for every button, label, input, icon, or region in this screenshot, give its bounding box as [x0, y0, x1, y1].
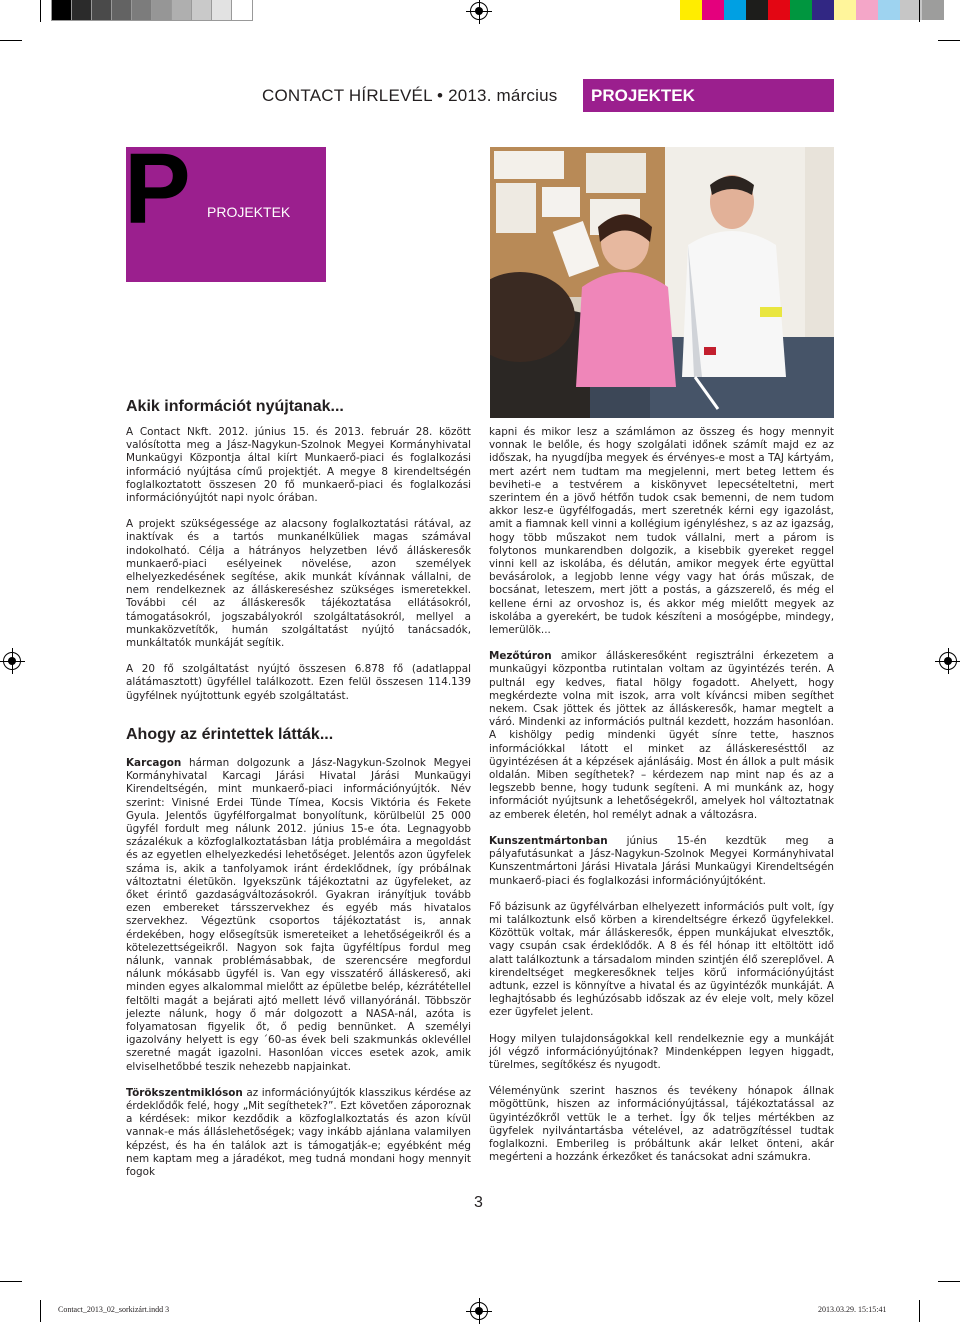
color-swatch — [680, 0, 702, 20]
section-box-label: PROJEKTEK — [207, 204, 291, 220]
section-heading-testimonials: Ahogy az érintettek látták... — [126, 726, 334, 743]
left-column-intro — [126, 426, 471, 716]
location-name: Karcagon — [126, 757, 182, 769]
color-swatch — [702, 0, 724, 20]
color-swatch — [878, 0, 900, 20]
paragraph: Véleményünk szerint hasznos és tevékeny hónapok állnak mögöttünk, hiszen az információnyújtással, tájékoztatással az ügyintézőkről vettük le a terhet. Így ők teljes mértékben az ügyfelek nyilvántartásba vételével, az adatrögzítéssel tudtak foglalkozni. Emberileg is próbáltunk akár lelket önteni, akár megérteni a hozzánk érkezőket és tanácsokat adni számukra. — [489, 1085, 834, 1164]
office-photo-image — [490, 147, 834, 418]
paragraph: Fő bázisunk az ügyfélvárban elhelyezett információs pult volt, így mi találkoztunk első körben a kirendeltségre érkező ügyfelekkel. Közöttük voltak, már álláskeresők, éppen munkájukat elvesztők, vagy csupán csak érdeklődők. A 8 és fél hónap itt eltöltött idő alatt találkoztunk a társadalom minden szintjén élő szereplővel. A kirendeltséget megkeresőknek teljes körű információnyújtást adtunk, ezzel is könnyítve a hivatal és az ügyintézők munkáját. A leghajtósabb és leghúzósabb időszak az év eleje volt, mely közel ezer ügyfelet jelent. — [489, 900, 834, 1019]
crop-mark — [0, 40, 22, 41]
section-box — [124, 133, 326, 282]
gray-swatch — [152, 0, 172, 20]
crop-mark — [40, 0, 41, 22]
location-name: Törökszentmiklóson — [126, 1086, 243, 1099]
gray-swatch — [232, 0, 252, 20]
color-swatch — [834, 0, 856, 20]
color-swatch — [724, 0, 746, 20]
left-column-testimonials — [126, 757, 471, 1192]
page-number: 3 — [474, 1194, 483, 1211]
color-swatch — [856, 0, 878, 20]
gray-swatch — [172, 0, 192, 20]
gray-swatch — [132, 0, 152, 20]
gray-swatch — [72, 0, 92, 20]
color-calibration-bar — [680, 0, 944, 20]
paragraph: A projekt szükségessége az alacsony foglalkoztatási rátával, az inaktívak és a tartós munkanélküliek magas számával indokolható. Célja a hátrányos helyzetben lévő álláskeresők munkaerő-piaci esélyeinek növelése, azon személyek elhelyezkedésének segítése, akik munkát kívánnak vállalni, de nem rendelkeznek az álláskereséshez szükséges ismeretekkel. További cél az álláskeresők tájékoztatása ellátásokról, támogatásokról, jogszabályokról szolgáltatásokról, mellyel a munkaközvetítők, humán szolgáltatást nyújtó tanácsadók, munkáltatók munkáját segítik. — [126, 518, 471, 650]
crop-mark — [919, 1300, 920, 1322]
footer-filename: Contact_2013_02_sorkizárt.indd 3 — [58, 1305, 170, 1314]
crop-mark — [938, 1281, 960, 1282]
paragraph: Karcagon hárman dolgozunk a Jász-Nagykun-Szolnok Megyei Kormányhivatal Karcagi Járási Hivatal Járási Munkaügyi Kirendeltségén, mint munkaerő-piaci információnyújtók. Név szerint: Vinisné Erdei Tünde Tímea, Kocsis Viktória és Fekete Gyula. Jelentős ügyfélforgalmat bonyolítunk, körülbelül 25 000 ügyfél fordult meg nálunk 2012. június 15-e óta. Legnagyobb százalékuk a közfoglalkoztatásban látja problémáira a megoldást és az egyetlen elhelyezkedési lehetőséget. Jelentős azon ügyfelek száma is, akik a tanfolyamok iránt érdeklődnek, így próbálnak változtatni életükön. Igyekszünk tájékoztatni az ügyfeleket, az őket érintő gazdaságváltozásokról. Gyakran irányítjuk tovább ezen embereket társszervekhez és egyéb más hivatalos szervekhez. Végeztünk csoportos tájékoztatást is, annak érdekében, hogy elősegítsük ismereteiket a lehetőségeikről és a kötelezettségeikről. Nagyon sok fajta ügyféltípus fordul meg nálunk, vannak problémásabbak, de szerencsére megfordul nálunk mókásabb ügyfél is. Van egy visszatérő álláskereső, aki minden egyes alkalommal mielőtt az épületbe belép, kézrátétellel feltölti magát a bejárati ajtó mellett lévő villanyóránál. Többször jelezte nálunk, hogy ő már dolgozott a NASA-nál, azóta is folyamatosan figyelik őt, ő pedig bennünket. A személyi igazolvány helyett is egy ´60-as évek beli szakmunkás oklevéllel szeretné magát igazolni. Hasonlóan vicces esetek azok, amik elviselhetőbbé teszik nehezebb napjainkat. — [126, 757, 471, 1073]
location-name: Mezőtúron — [489, 650, 552, 663]
registration-mark-icon — [470, 1302, 488, 1320]
right-column — [489, 426, 834, 1177]
registration-mark-icon — [939, 652, 957, 670]
grayscale-calibration-bar — [52, 0, 252, 20]
crop-mark — [938, 40, 960, 41]
gray-swatch — [112, 0, 132, 20]
gray-swatch — [92, 0, 112, 20]
newsletter-title: CONTACT HÍRLEVÉL • 2013. március — [262, 86, 558, 105]
paragraph: Hogy milyen tulajdonságokkal kell rendelkeznie egy a munkáját jól végző információnyújtónak? Mindenképpen legyen higgadt, türelmes, segítőkész és nyugodt. — [489, 1032, 834, 1071]
color-swatch — [790, 0, 812, 20]
paragraph: Mezőtúron amikor álláskeresőként regisztrálni érkezetem a munkaügyi központba rutintalan voltam az ügyintézés terén. A pultnál egy kedves, fiatal hölgy fogadott. Ahelyett, hogy megkérdezte volna mit iszok, arra volt kíváncsi miben segíthet nekem. Csak jöttek és jöttek az álláskeresők, hamar megtelt a váró. Mindenki az információs pultnál kezdett, hozzám hasonlóan. A kishölgy pedig mindenki ügyét sínre tette, hasznos információkkal látott el minket az álláskeresésttől az ügyintézésen át a képzések ajánlásáig. Most én állok a pult másik oldalán. Miben segíthetek? – kérdezem nap mint nap és az a legszebb benne, hogy tudunk segíteni. A mi munkánk az, hogy információt nyújtsunk a lehetőségekről, amelyek hol változtatnak az emberek életén, hol remélyt adnak a változásra. — [489, 650, 834, 821]
color-swatch — [746, 0, 768, 20]
section-header-label: PROJEKTEK — [583, 79, 834, 112]
photo-illustration — [490, 147, 834, 418]
registration-mark-icon — [470, 2, 488, 20]
crop-mark — [40, 1300, 41, 1322]
crop-mark — [919, 0, 920, 22]
color-swatch — [922, 0, 944, 20]
gray-swatch — [212, 0, 232, 20]
section-heading-informants: Akik információt nyújtanak... — [126, 398, 344, 415]
location-name: Kunszentmártonban — [489, 834, 608, 847]
crop-mark — [0, 1281, 22, 1282]
paragraph: A Contact Nkft. 2012. június 15. és 2013. február 28. között valósította meg a Jász-Nagykun-Szolnok Megyei Kormányhivatal Munkaügyi Központja által kiírt Munkaerő-piaci és foglalkozási információ nyújtása című projektjét. A megye 8 kirendeltségén foglalkoztatott összesen 20 fő munkaerő-piaci és foglalkozási információnyújtót napi nyolc órában. — [126, 426, 471, 505]
paragraph: A 20 fő szolgáltatást nyújtó összesen 6.878 fő (adatlappal alátámasztott) ügyféllel találkozott. Ezen felül összesen 114.139 ügyfélnek nyújtottunk egyéb szolgáltatást. — [126, 663, 471, 702]
footer-timestamp: 2013.03.29. 15:15:41 — [818, 1305, 887, 1314]
color-swatch — [812, 0, 834, 20]
color-swatch — [768, 0, 790, 20]
paragraph: kapni és mikor lesz a számlámon az összeg és hogy mennyit vonnak le belőle, és hogy szolgálati időnek számít majd ez az időszak, ha nyugdíjba megyek és érvényes-e most a TAJ kártyám, mert azért nem tudtam ma megjelenni, mert beteg lettem és beviheti-e a testvérem a kiskönyvet lepecsételtetni, mert szerintem én a jövő hétfőn tudok csak bemenni, de nem tudom akkor lesz-e ügyfélfogadás, mert szeretnék kérni egy igazolást, amit a fiamnak kell vinni a kollégium igényléshez, s az az igazság, hogy több műszakot nem tudok vállalni, mert a párom is folytonos munkarendben dolgozik, a kisebbik gyereket reggel vinni kell az iskolába, és délután, amikor megyek érte együttal bevásárolok, a legjobb lenne végy vagy hat órás műszak, de bocsánat, leteszem, mert jött a postás, a gázszerelő, és még el kellene érni az orvoshoz is, és akkor még mielőtt megyek az iskolába a gyerekért, be tudok készíteni a mosógépbe, mindegy, lemerülök... — [489, 426, 834, 637]
gray-swatch — [52, 0, 72, 20]
section-initial: P — [124, 133, 191, 245]
gray-swatch — [192, 0, 212, 20]
paragraph: Törökszentmiklóson az információnyújtók klasszikus kérdése az érdeklődők felé, hogy „Mit segíthetek?”. Ezt követően záporoznak a kérdések: mikor kezdődik a közfoglalkoztatás és azon kívül vannak-e más álláslehetőségek; vagy inkább ajánlana valamilyen képzést, és ha én találok azt is támogatják-e; egyébként még nem kaptam meg a járadékot, meg tudná mondani hogy mennyit fogok — [126, 1086, 471, 1179]
paragraph: Kunszentmártonban június 15-én kezdtük meg a pályafutásunkat a Jász-Nagykun-Szolnok Megyei Kormányhivatal Kunszentmártoni Járási Hivatala Járási Munkaügyi Kirendeltségén munkaerő-piaci és foglalkozási információnyújtóként. — [489, 834, 834, 887]
registration-mark-icon — [3, 652, 21, 670]
